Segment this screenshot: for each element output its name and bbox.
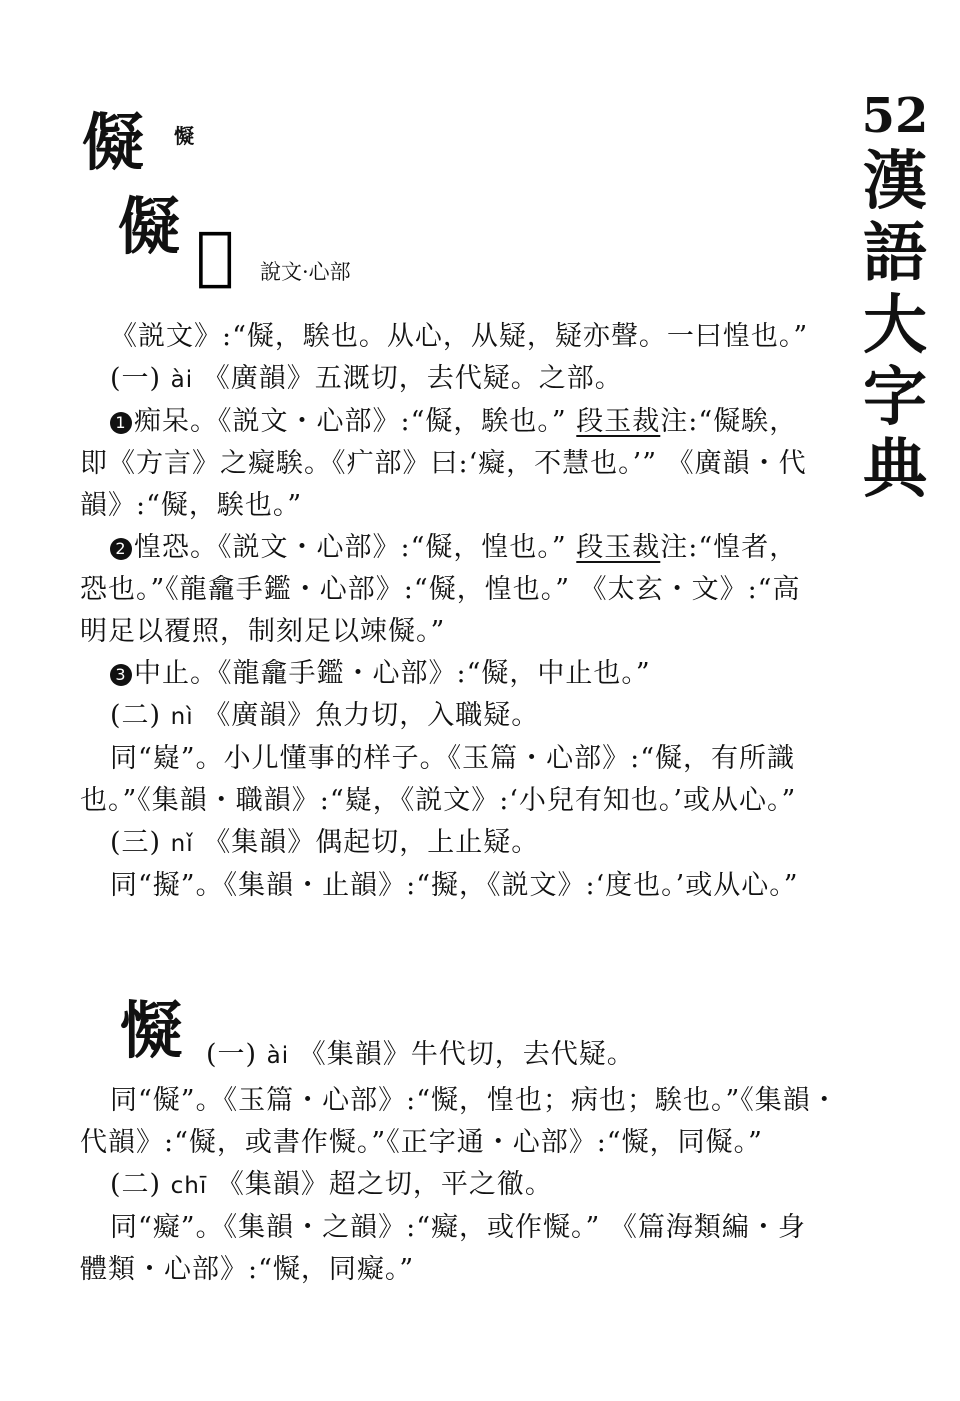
head-character-repeat: 儗 — [118, 190, 181, 263]
entry-1-definitions — [80, 316, 855, 907]
text-run: 代韻》:“儗，或書作懝。”《正字通・心部》:“懝，同儗。” — [80, 1127, 763, 1158]
text-line — [80, 485, 855, 527]
title-char: 大 — [863, 288, 927, 363]
text-line — [80, 1080, 855, 1122]
pinyin-reading: ài — [170, 367, 194, 393]
text-run: 同“擬”。《集韻・止韻》:“擬，《説文》:‘度也。’或从心。” — [110, 870, 799, 901]
text-line — [206, 1034, 806, 1077]
seal-script-glyph: 𢘝 — [196, 218, 229, 293]
text-run: 注:“惶者， — [660, 532, 798, 563]
text-line — [80, 822, 855, 865]
text-line — [80, 695, 855, 738]
text-run: (二) — [110, 700, 171, 731]
text-run: 《説文》:“儗，騃也。从心，从疑，疑亦聲。一曰惶也。” — [110, 321, 809, 352]
text-line — [80, 1207, 855, 1249]
text-line — [80, 865, 855, 907]
text-line — [80, 443, 855, 485]
proper-name-underlined: 段玉裁 — [576, 406, 661, 437]
text-line — [80, 569, 855, 611]
text-line — [80, 611, 855, 653]
page-number: 52 — [861, 88, 929, 144]
pinyin-reading: nì — [170, 704, 194, 730]
text-run: (三) — [110, 827, 171, 858]
sense-number-badge: 2 — [110, 538, 132, 560]
text-line — [80, 738, 855, 780]
text-run: (一) — [110, 363, 171, 394]
proper-name-underlined: 段玉裁 — [576, 532, 661, 563]
text-run: 同“嶷”。小儿懂事的样子。《玉篇・心部》:“儗，有所識 — [110, 743, 796, 774]
text-line — [80, 401, 855, 443]
seal-source-label: 說文·心部 — [260, 260, 351, 284]
text-run: 惶恐。《説文・心部》:“儗，惶也。” — [134, 532, 577, 563]
text-line — [80, 1122, 855, 1164]
text-run: 《集韻》偶起切，上止疑。 — [193, 827, 540, 858]
title-char: 漢 — [863, 144, 927, 219]
text-run: 同“癡”。《集韻・之韻》:“癡，或作懝。” 《篇海類編・身 — [110, 1212, 806, 1243]
text-run: 恐也。”《龍龕手鑑・心部》:“儗，惶也。” 《太玄・文》:“高 — [80, 574, 801, 605]
entry-2-definitions — [80, 1080, 855, 1291]
title-char: 字 — [863, 360, 927, 435]
text-line — [80, 358, 855, 401]
title-char: 語 — [863, 216, 927, 291]
pinyin-reading: chī — [170, 1173, 208, 1199]
variant-character: 懝 — [174, 124, 194, 148]
text-run: 痴呆。《説文・心部》:“儗，騃也。” — [134, 406, 577, 437]
text-line — [80, 1249, 855, 1291]
text-run: 《集韻》牛代切，去代疑。 — [289, 1039, 635, 1070]
text-line — [80, 780, 855, 822]
text-line — [80, 653, 855, 695]
text-line — [80, 316, 855, 358]
title-char: 典 — [863, 432, 927, 507]
text-run: 體類・心部》:“懝，同癡。” — [80, 1254, 415, 1285]
text-run: (二) — [110, 1169, 171, 1200]
entry-head-character: 儗 — [82, 106, 145, 179]
entry-2-first-reading — [206, 1034, 806, 1077]
text-run: 注:“儗騃， — [660, 406, 798, 437]
pinyin-reading: ài — [266, 1043, 290, 1069]
entry-2-head-character: 懝 — [120, 994, 183, 1067]
text-run: 中止。《龍龕手鑑・心部》:“儗，中止也。” — [134, 658, 651, 689]
text-run: 明足以覆照，制刻足以竦儗。” — [80, 616, 446, 647]
dictionary-name — [860, 146, 930, 506]
text-run: 同“儗”。《玉篇・心部》:“懝，惶也；病也；騃也。”《集韻・ — [110, 1085, 839, 1116]
text-run: 《廣韻》魚力切，入職疑。 — [193, 700, 540, 731]
text-run: (一) — [206, 1039, 267, 1070]
pinyin-reading: nǐ — [170, 831, 194, 857]
text-run: 韻》:“儗，騃也。” — [80, 490, 303, 521]
text-run: 也。”《集韻・職韻》:“嶷，《説文》:‘小兒有知也。’或从心。” — [80, 785, 797, 816]
sense-number-badge: 3 — [110, 664, 132, 686]
sense-number-badge: 1 — [110, 412, 132, 434]
dictionary-title — [860, 88, 930, 507]
text-line — [80, 527, 855, 569]
text-run: 《集韻》超之切，平之徹。 — [207, 1169, 553, 1200]
text-run: 即《方言》之癡騃。《疒部》曰:‘癡，不慧也。’” 《廣韻・代 — [80, 448, 807, 479]
text-run: 《廣韻》五溉切，去代疑。之部。 — [193, 363, 623, 394]
text-line — [80, 1164, 855, 1207]
